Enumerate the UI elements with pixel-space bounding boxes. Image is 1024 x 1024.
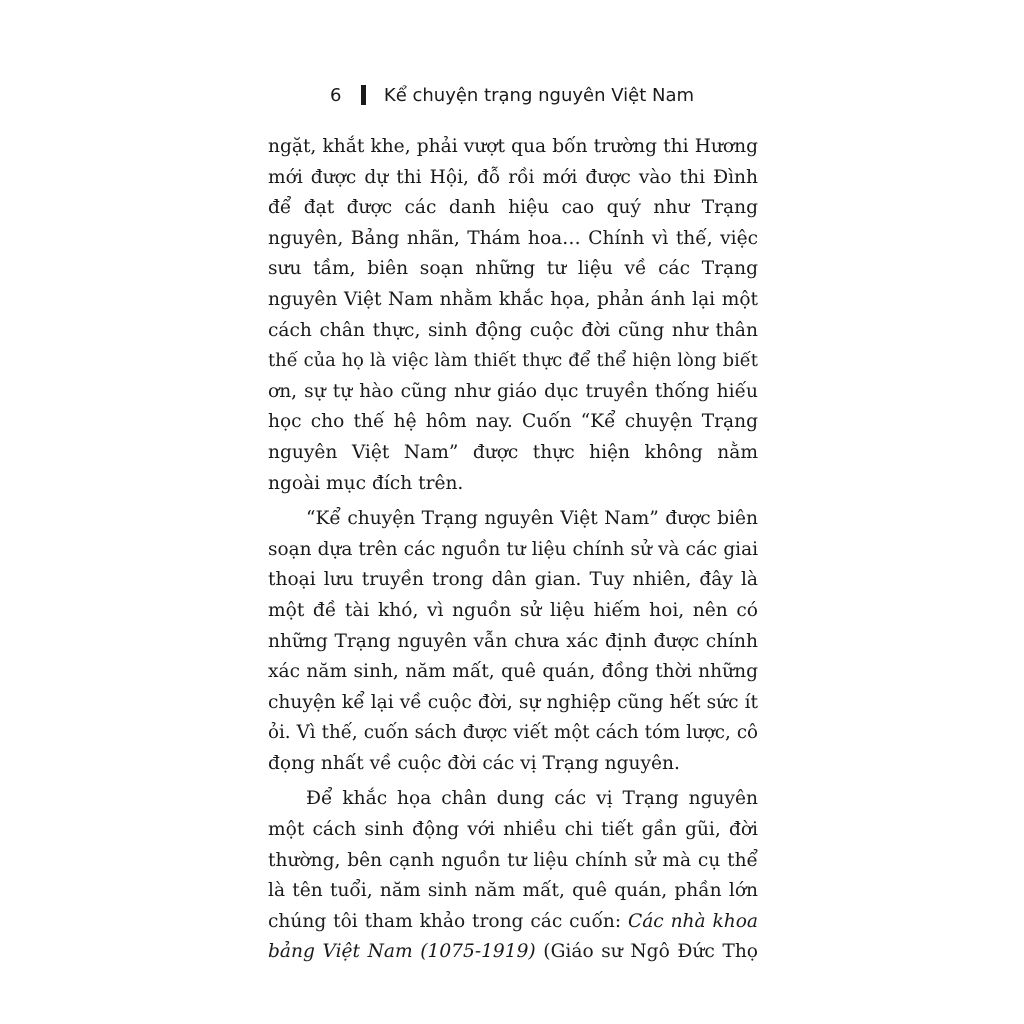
text-line: một cách sinh động với nhiều chi tiết gần gũi, đời [268, 819, 758, 841]
text-line: đọng nhất về cuộc đời các vị Trạng nguyên. [268, 752, 680, 774]
text-line: học cho thế hệ hôm nay. Cuốn “Kể chuyện Trạng [268, 411, 758, 433]
text-line: nguyên Việt Nam nhằm khắc họa, phản ánh lại một [268, 288, 758, 310]
paragraph-1 [268, 132, 758, 499]
text-line [268, 907, 758, 938]
text-line: ngoài mục đích trên. [268, 472, 464, 494]
text-line: “Kể chuyện Trạng nguyên Việt Nam” được biên [306, 508, 758, 530]
paragraph-2 [268, 504, 758, 779]
text-line: nguyên, Bảng nhãn, Thám hoa… Chính vì thế, việc [268, 227, 758, 249]
text-line: thoại lưu truyền trong dân gian. Tuy nhiên, đây là [268, 569, 758, 591]
paragraph-3 [268, 784, 758, 968]
text-line: nguyên Việt Nam” được thực hiện không nằm [268, 441, 758, 463]
text-run: chúng tôi tham khảo trong các cuốn: [268, 910, 628, 932]
book-reference-title: bảng Việt Nam (1075-1919) [268, 941, 536, 963]
text-line: thế của họ là việc làm thiết thực để thể hiện lòng biết [268, 350, 758, 372]
text-line: những Trạng nguyên vẫn chưa xác định được chính [268, 630, 758, 652]
text-line: Để khắc họa chân dung các vị Trạng nguyên [306, 788, 758, 810]
text-line: chuyện kể lại về cuộc đời, sự nghiệp cũng hết sức ít [268, 691, 758, 713]
text-line: mới được dự thi Hội, đỗ rồi mới được vào thi Đình [268, 166, 758, 188]
text-line: một đề tài khó, vì nguồn sử liệu hiếm hoi, nên có [268, 599, 758, 621]
text-line [268, 937, 758, 968]
page-number: 6 [329, 84, 342, 106]
text-line: soạn dựa trên các nguồn tư liệu chính sử và các giai [268, 538, 758, 560]
book-reference-title: Các nhà khoa [627, 910, 759, 932]
text-line: ỏi. Vì thế, cuốn sách được viết một cách tóm lược, cô [268, 722, 758, 744]
header-divider-bar [361, 85, 366, 105]
running-header [0, 84, 1024, 106]
text-run: (Giáo sư Ngô Đức Thọ [535, 941, 758, 963]
text-line: là tên tuổi, năm sinh năm mất, quê quán, phần lớn [268, 880, 758, 902]
text-line: xác năm sinh, năm mất, quê quán, đồng thời những [268, 661, 758, 683]
text-line: sưu tầm, biên soạn những tư liệu về các Trạng [268, 258, 758, 280]
text-line: ơn, sự tự hào cũng như giáo dục truyền thống hiếu [268, 380, 758, 402]
text-line: cách chân thực, sinh động cuộc đời cũng như thân [268, 319, 758, 341]
text-line: thường, bên cạnh nguồn tư liệu chính sử mà cụ thể [268, 849, 758, 871]
text-line: ngặt, khắt khe, phải vượt qua bốn trường thi Hương [268, 136, 758, 157]
text-line: để đạt được các danh hiệu cao quý như Trạng [268, 197, 758, 219]
body-text [268, 132, 758, 973]
book-title: Kể chuyện trạng nguyên Việt Nam [383, 84, 695, 106]
